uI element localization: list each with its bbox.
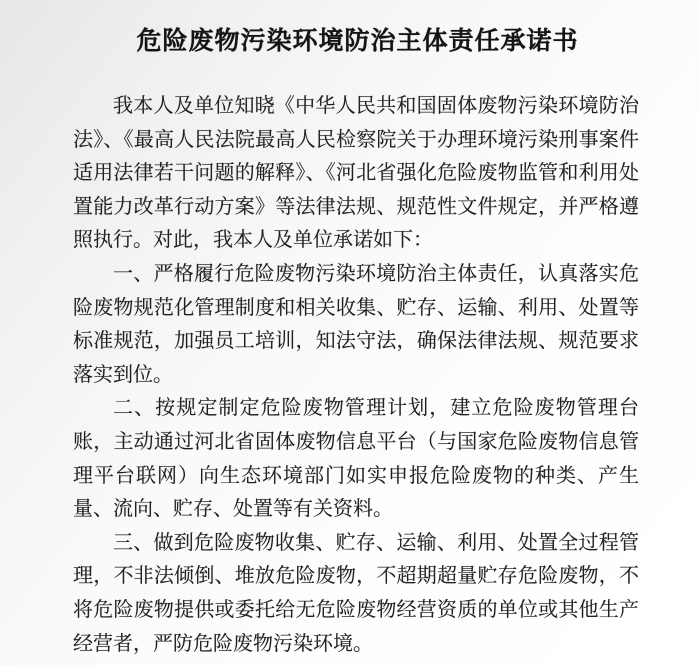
paragraph-item-2: 二、按规定制定危险废物管理计划，建立危险废物管理台账，主动通过河北省固体废物信息平台（与国家危险废物信息管理平台联网）向生态环境部门如实申报危险废物的种类、产生量、流向、贮存、处置等有关资料。 <box>73 397 639 521</box>
paragraph-intro: 我本人及单位知晓《中华人民共和国固体废物污染环境防治法》、《最高人民法院最高人民检察院关于办理环境污染刑事案件适用法律若干问题的解释》、《河北省强化危险废物监管和利用处置能力改革行动方案》等法律法规、规范性文件规定，并严格遵照执行。对此，我本人及单位承诺如下： <box>73 95 639 252</box>
document-body <box>73 90 639 661</box>
document-title: 危险废物污染环境防治主体责任承诺书 <box>136 28 579 55</box>
paragraph-item-3: 三、做到危险废物收集、贮存、运输、利用、处置全过程管理，不非法倾倒、堆放危险废物，不超期超量贮存危险废物，不将危险废物提供或委托给无危险废物经营资质的单位或其他生产经营者，严防危险废物污染环境。 <box>73 531 639 655</box>
paragraph-item-1: 一、严格履行危险废物污染环境防治主体责任，认真落实危险废物规范化管理制度和相关收集、贮存、运输、利用、处置等标准规范，加强员工培训，知法守法，确保法律法规、规范要求落实到位。 <box>73 262 639 386</box>
